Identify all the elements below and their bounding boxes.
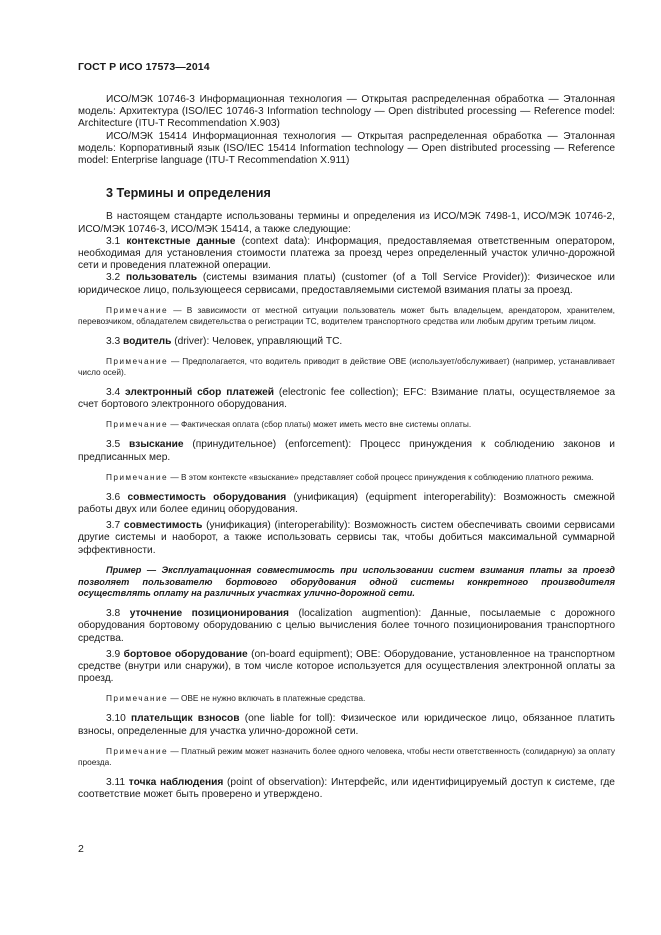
term-3-8-name: уточнение позиционирования (129, 608, 289, 620)
term-3-2: 3.2 пользователь (системы взимания платы) (customer (of a Toll Service Provider)): Физическое или юридическое лицо, пользующееся сервисами, предоставляемыми системой взимания платы за проезд. (78, 272, 615, 296)
reference-15414: ИСО/МЭК 15414 Информационная технология — Открытая распределенная обработка — Эталонная модель: Корпоративный язык (ISO/IEC 15414 Information technology — Open distributed processing — Reference model: Enterprise language (ITU-T Recommendation X.911) (78, 130, 615, 167)
term-3-2-name: пользователь (126, 272, 198, 284)
section-title: 3 Термины и определения (106, 186, 271, 201)
term-3-4: 3.4 электронный сбор платежей (electronic fee collection); EFC: Взимание платы, осуществляемое за счет бортового электронного оборудования. (78, 387, 615, 411)
reference-10746-3: ИСО/МЭК 10746-3 Информационная технология — Открытая распределенная обработка — Эталонная модель: Архитектура (ISO/IEC 10746-3 Information technology — Open distributed processing — Reference model: Architecture (ITU-T Recommendation X.903) (78, 94, 615, 130)
term-3-1: 3.1 контекстные данные (context data): Информация, предоставляемая ответственным оператором, необходимая для установления стоимости платежа за проезд через определенный участок улично-дорожной сети и проведения платежной операции. (78, 235, 615, 272)
term-3-7-name: совместимость (123, 520, 203, 532)
term-3-11-name: точка наблюдения (128, 776, 224, 788)
section-intro: В настоящем стандарте использованы термины и определения из ИСО/МЭК 7498-1, ИСО/МЭК 10746-2, ИСО/МЭК 10746-3, ИСО/МЭК 15414, а также следующие: (78, 211, 615, 235)
document-header: ГОСТ Р ИСО 17573—2014 (78, 61, 210, 73)
term-3-7: 3.7 совместимость (унификация) (interoperability): Возможность систем обеспечивать своими сервисами другие системы и наоборот, а также использовать сервисы так, чтобы добиться максимальной суммарной эффективности. (78, 520, 615, 556)
term-3-9: 3.9 бортовое оборудование (on-board equipment); OBE: Оборудование, установленное на транспортном средстве (внутри или снаружи), в том числе которое используется для осуществления электронной оплаты за проезд. (78, 648, 615, 685)
term-3-6-name: совместимость оборудования (127, 491, 287, 503)
term-3-1-name: контекстные данные (126, 235, 236, 247)
term-3-5: 3.5 взыскание (принудительное) (enforcement): Процесс принуждения к соблюдению законов и предписанных мер. (78, 439, 615, 463)
note-3-4: Примечание — Фактическая оплата (сбор платы) может иметь место вне системы оплаты. (106, 419, 472, 430)
term-3-3-name: водитель (123, 335, 172, 347)
term-3-3: 3.3 водитель (driver): Человек, управляющий ТС. (106, 335, 343, 347)
note-3-3: Примечание — Предполагается, что водитель приводит в действие OBE (использует/обслуживает) (например, устанавливает число осей). (78, 356, 615, 378)
note-3-10: Примечание — Платный режим может назначить более одного человека, чтобы нести ответственность (солидарную) за оплату проезда. (78, 745, 615, 767)
term-3-8: 3.8 уточнение позиционирования (localization augmention): Данные, посылаемые с дорожного оборудования бортовому оборудованию с целью вычисления более точного позиционирования транспортного средства. (78, 608, 615, 644)
note-3-5: Примечание — В этом контексте «взыскание» представляет собой процесс принуждения к соблюдению платного режима. (106, 471, 594, 482)
term-3-5-name: взыскание (129, 439, 184, 451)
document-body (78, 94, 615, 801)
term-3-10-name: плательщик взносов (131, 713, 240, 725)
term-3-4-name: электронный сбор платежей (125, 387, 275, 399)
example-3-7: Пример — Эксплуатационная совместимость при использовании систем взимания платы за проезд позволяет пользователю бортового оборудования одной системы конкретного производителя осуществлять оплату на различных участках улично-дорожной сети. (78, 564, 615, 599)
note-3-2: Примечание — В зависимости от местной ситуации пользователь может быть владельцем, арендатором, хранителем, перевозчиком, обладателем свидетельства о регистрации ТС, водителем транспортного средства или любым другим третьим лицом. (78, 304, 615, 326)
term-3-6: 3.6 совместимость оборудования (унификация) (equipment interoperability): Возможность смежной работы двух или более единиц оборудования. (78, 491, 615, 516)
term-3-9-name: бортовое оборудование (123, 648, 248, 660)
page-number: 2 (78, 843, 84, 855)
term-3-11: 3.11 точка наблюдения (point of observation): Интерфейс, или идентифицируемый доступ к системе, где соответствие может быть проверено и утверждено. (78, 776, 615, 801)
term-3-10: 3.10 плательщик взносов (one liable for toll): Физическое или юридическое лицо, обязанное платить взносы, определенные для участка улично-дорожной сети. (78, 713, 615, 737)
note-3-9: Примечание — OBE не нужно включать в платежные средства. (106, 693, 366, 704)
